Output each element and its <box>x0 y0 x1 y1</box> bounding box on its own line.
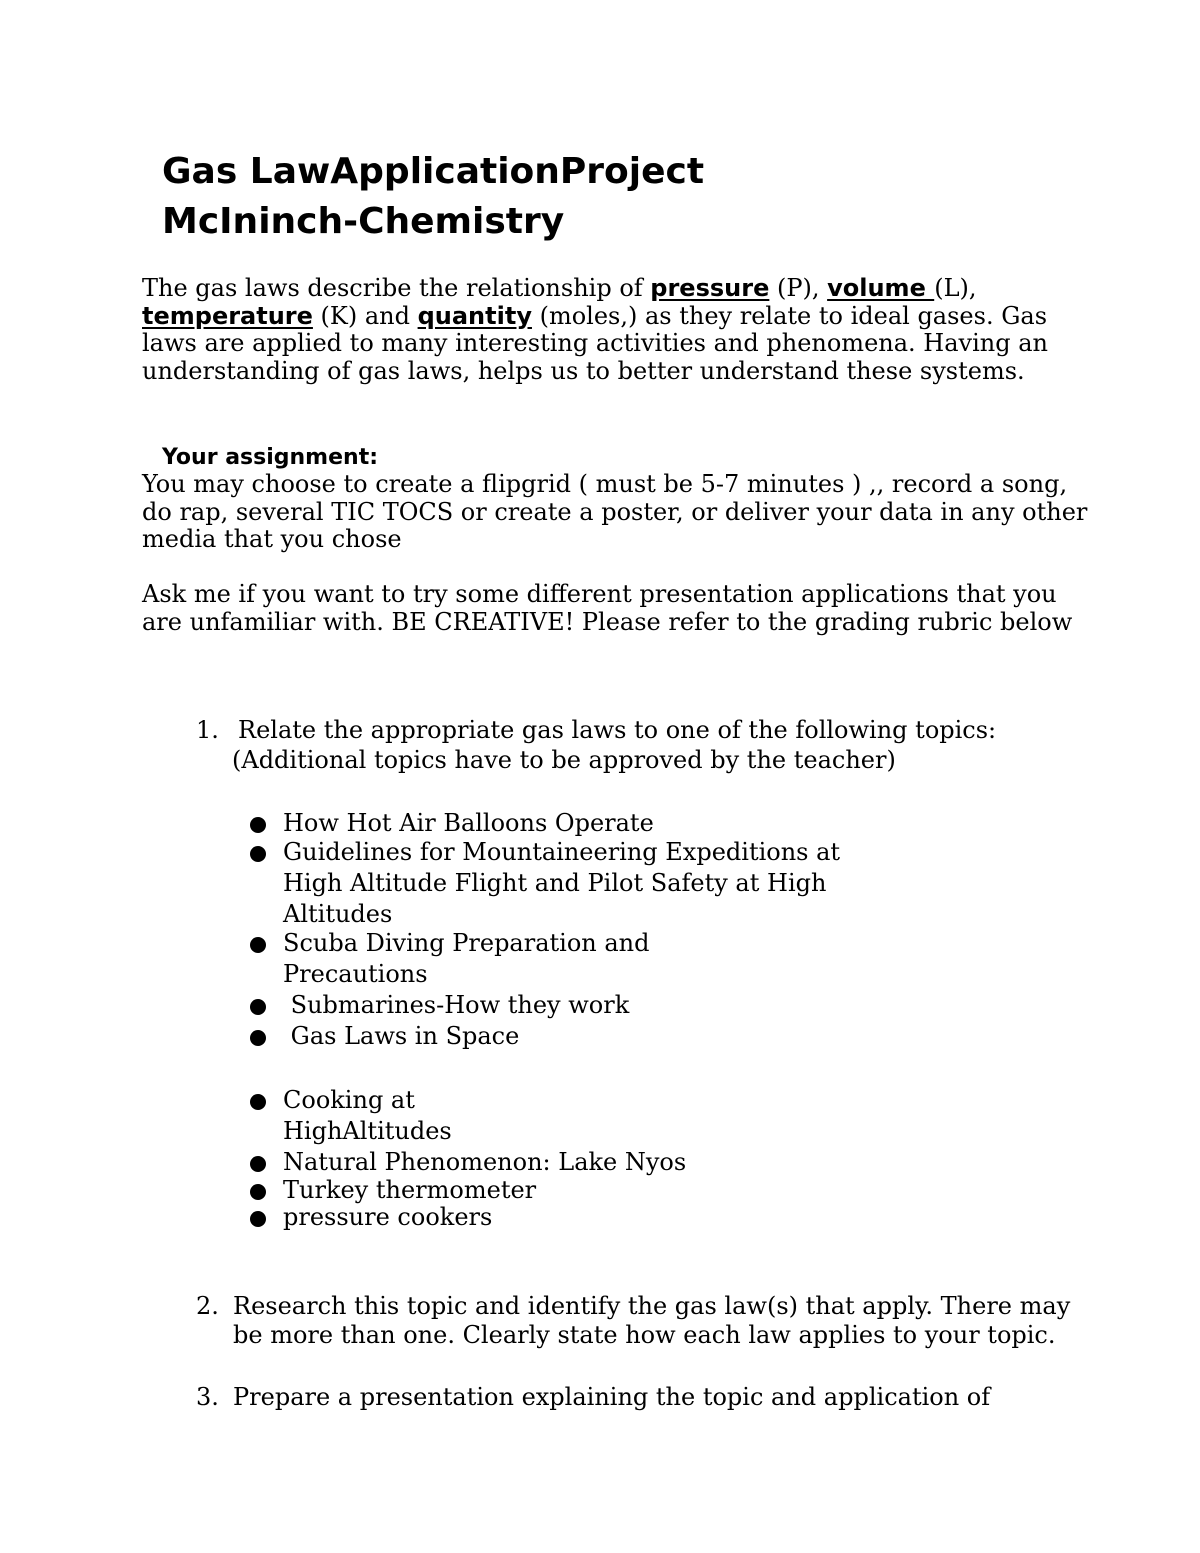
step-3 <box>196 1382 1096 1412</box>
step-text: Relate the appropriate gas laws to one of the following topics: <box>238 716 997 744</box>
bullet-icon <box>250 1030 266 1046</box>
step-number: 1. <box>196 716 219 744</box>
intro-text: (L), <box>934 274 977 302</box>
topic-text: Cooking at HighAltitudes <box>283 1086 452 1145</box>
step-2 <box>196 1292 1096 1350</box>
topic-text: Submarines-How they work <box>283 991 630 1019</box>
intro-paragraph <box>142 275 1092 386</box>
bullet-icon <box>250 1156 266 1172</box>
bullet-icon <box>250 846 266 862</box>
step-number: 3. <box>196 1383 219 1411</box>
step-number: 2. <box>196 1292 219 1320</box>
topic-text: Gas Laws in Space <box>283 1022 520 1050</box>
topic-item <box>250 1085 900 1147</box>
term-volume: volume <box>827 274 935 302</box>
term-pressure: pressure <box>650 274 770 302</box>
step-text: Prepare a presentation explaining the topic and application of <box>233 1383 991 1411</box>
topic-item <box>250 808 900 839</box>
topic-item <box>250 1202 900 1233</box>
ask-paragraph: Ask me if you want to try some different presentation applications that you are unfamiliar with. BE CREATIVE! Please refer to the grading rubric below <box>142 580 1073 636</box>
topic-text: Scuba Diving Preparation and Precautions <box>283 929 650 988</box>
topic-text: pressure cookers <box>283 1203 493 1231</box>
assignment-heading: Your assignment: <box>162 445 379 470</box>
bullet-icon <box>250 999 266 1015</box>
intro-text: (P), <box>769 274 828 302</box>
document-subtitle: McIninch-Chemistry <box>162 201 565 242</box>
bullet-icon <box>250 937 266 953</box>
bullet-icon <box>250 1211 266 1227</box>
topic-text: How Hot Air Balloons Operate <box>283 809 654 837</box>
bullet-icon <box>250 817 266 833</box>
bullet-icon <box>250 1184 266 1200</box>
step-subtext: (Additional topics have to be approved by the teacher) <box>232 746 896 774</box>
topic-item <box>250 1021 900 1052</box>
term-quantity: quantity <box>417 301 532 330</box>
step-text: Research this topic and identify the gas law(s) that apply. There may be more than one. Clearly state how each law applies to your topic. <box>233 1292 1071 1349</box>
topic-text: Turkey thermometer <box>283 1176 537 1204</box>
intro-text: The gas laws describe the relationship of <box>142 274 651 302</box>
document-title: Gas LawApplicationProject <box>162 151 705 192</box>
assignment-paragraph: You may choose to create a flipgrid ( must be 5-7 minutes ) ,, record a song, do rap, several TIC TOCS or create a poster, or deliver your data in any other media that you chose <box>142 470 1088 554</box>
intro-text: (moles,) as they relate to ideal gases. Gas laws are applied to many interesting activities and phenomena. Having an understanding of gas laws, helps us to better understand these systems. <box>142 301 1048 386</box>
topic-item <box>250 1147 900 1178</box>
term-temperature: temperature <box>142 301 313 330</box>
topic-item <box>250 990 900 1021</box>
step-1 <box>196 715 1096 775</box>
bullet-icon <box>250 1094 266 1110</box>
topic-item <box>250 837 900 930</box>
topic-text: Guidelines for Mountaineering Expeditions at High Altitude Flight and Pilot Safety at High Altitudes <box>283 838 841 928</box>
topic-text: Natural Phenomenon: Lake Nyos <box>283 1148 687 1176</box>
intro-text: (K) and <box>312 301 418 330</box>
topic-item <box>250 928 900 990</box>
